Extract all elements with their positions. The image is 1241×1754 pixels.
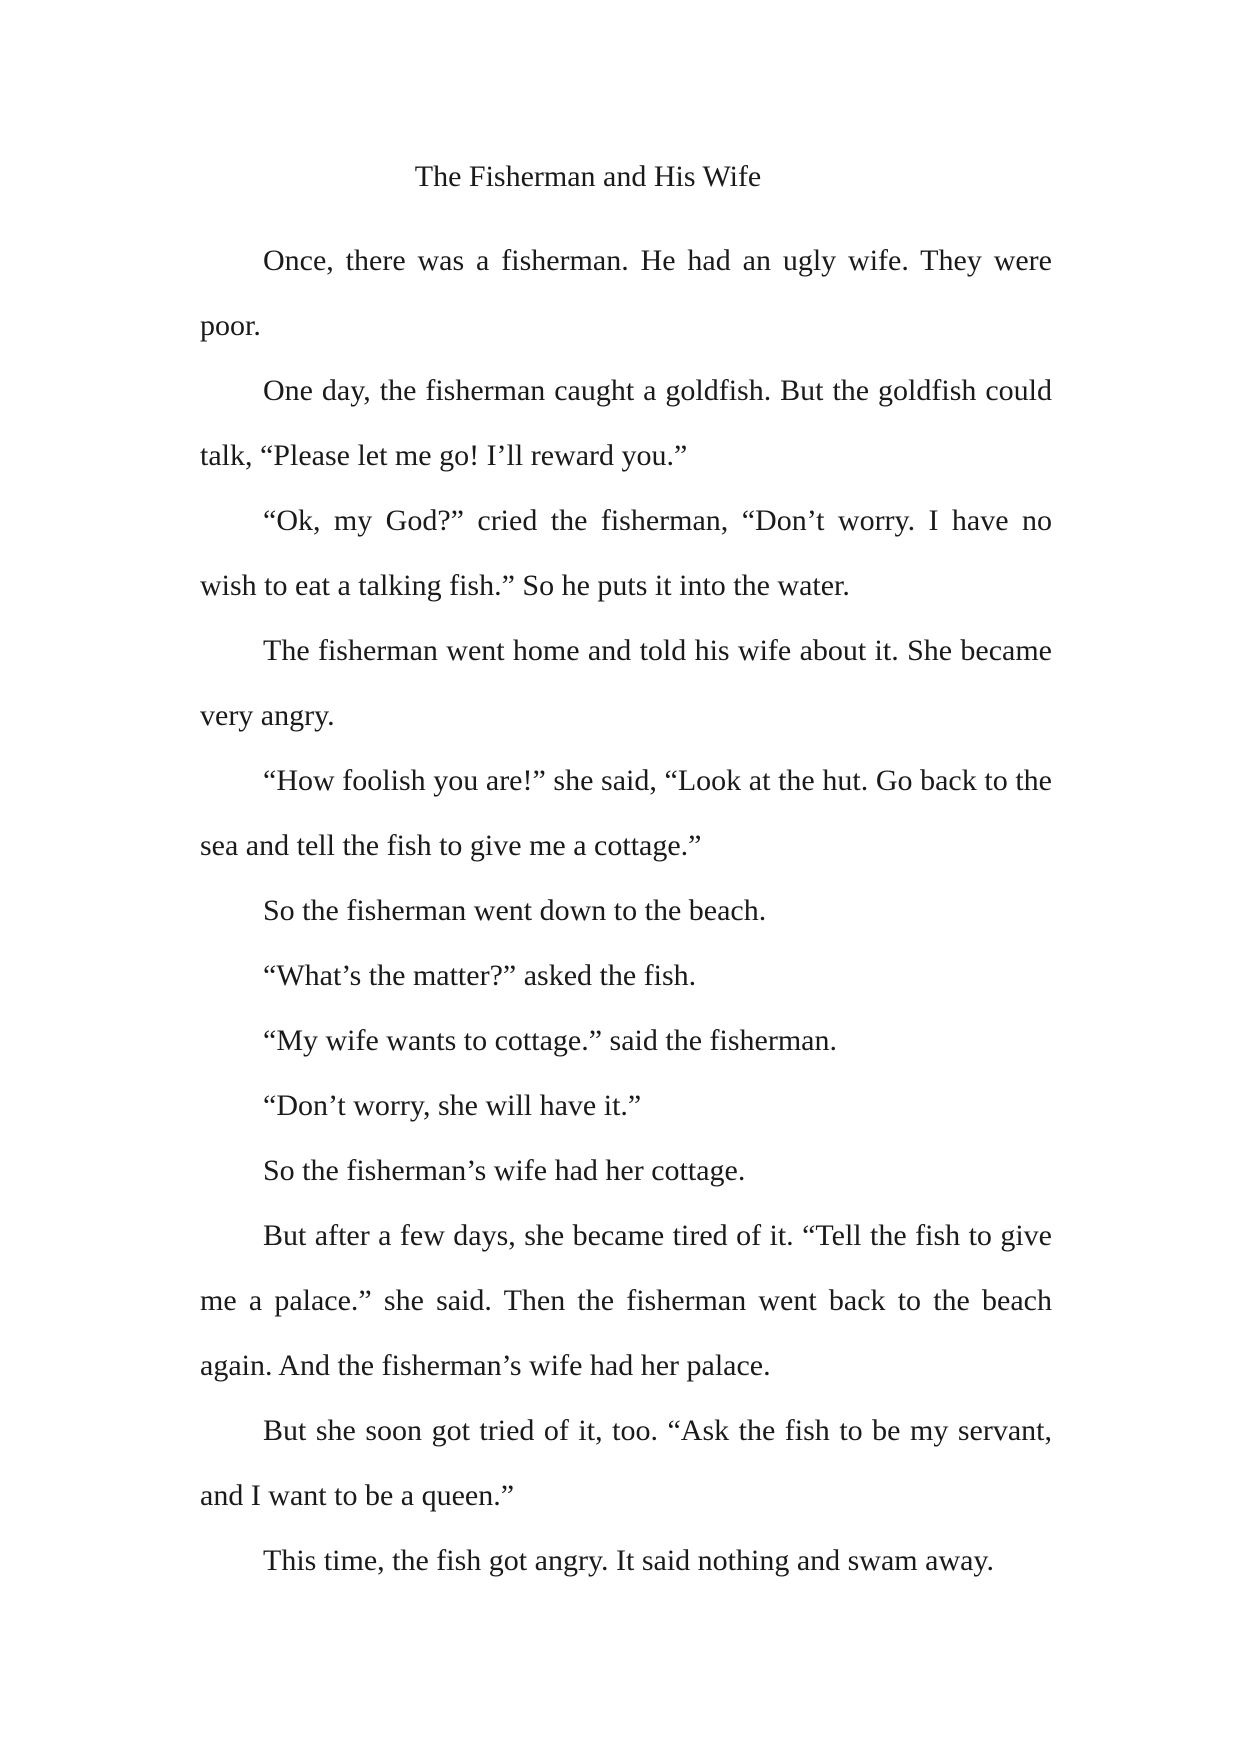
paragraph: But after a few days, she became tired of it. “Tell the fish to give me a palace.” she said. Then the fisherman went back to the beach again. And the fisherman’s wife had her palace. — [200, 1219, 1052, 1382]
page-title: The Fisherman and His Wife — [414, 160, 762, 193]
paragraph: “What’s the matter?” asked the fish. — [263, 959, 697, 992]
paragraph: One day, the fisherman caught a goldfish. But the goldfish could talk, “Please let me go! I’ll reward you.” — [200, 374, 1052, 472]
paragraph: So the fisherman’s wife had her cottage. — [263, 1154, 746, 1187]
paragraph: This time, the fish got angry. It said nothing and swam away. — [263, 1544, 994, 1577]
paragraph: The fisherman went home and told his wife about it. She became very angry. — [200, 634, 1052, 732]
paragraph: But she soon got tried of it, too. “Ask the fish to be my servant, and I want to be a queen.” — [200, 1414, 1052, 1512]
paragraph: “How foolish you are!” she said, “Look at the hut. Go back to the sea and tell the fish to give me a cottage.” — [200, 764, 1052, 862]
paragraph: Once, there was a fisherman. He had an ugly wife. They were poor. — [200, 244, 1052, 342]
paragraph: So the fisherman went down to the beach. — [263, 894, 767, 927]
paragraph: “My wife wants to cottage.” said the fisherman. — [263, 1024, 837, 1057]
story-body — [200, 228, 1052, 1593]
paragraph: “Don’t worry, she will have it.” — [263, 1089, 642, 1122]
paragraph: “Ok, my God?” cried the fisherman, “Don’t worry. I have no wish to eat a talking fish.” So he puts it into the water. — [200, 504, 1052, 602]
